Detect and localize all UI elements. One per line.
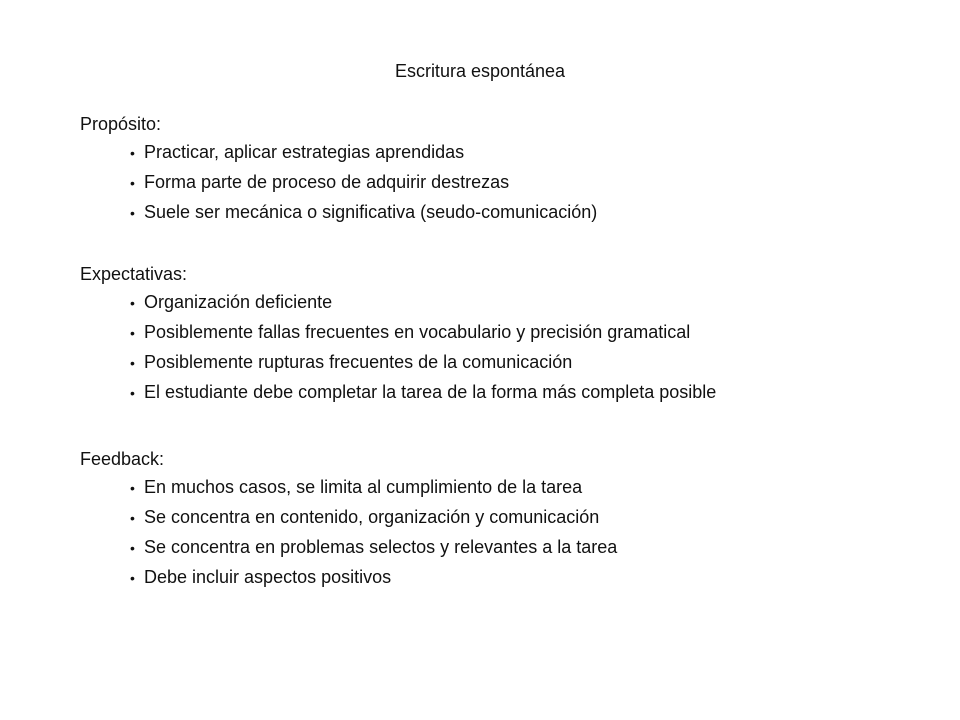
bullet-icon: • (130, 385, 135, 401)
section-feedback (80, 445, 900, 593)
section-heading: Feedback: (80, 449, 165, 469)
bullet-item (130, 348, 900, 378)
bullet-item (130, 198, 900, 228)
bullet-list (80, 138, 900, 228)
bullet-item (130, 473, 900, 503)
bullet-icon: • (130, 355, 135, 371)
bullet-icon: • (130, 570, 135, 586)
bullet-icon: • (130, 205, 135, 221)
bullet-item (130, 288, 900, 318)
bullet-list (80, 473, 900, 593)
section-proposito (80, 110, 900, 228)
bullet-item (130, 378, 900, 408)
bullet-icon: • (130, 510, 135, 526)
bullet-text: En muchos casos, se limita al cumplimiento de la tarea (144, 477, 583, 497)
bullet-text: Se concentra en problemas selectos y relevantes a la tarea (144, 537, 618, 557)
section-expectativas (80, 260, 900, 408)
bullet-text: Suele ser mecánica o significativa (seudo-comunicación) (144, 202, 598, 222)
bullet-icon: • (130, 480, 135, 496)
bullet-icon: • (130, 175, 135, 191)
bullet-item (130, 168, 900, 198)
section-heading: Propósito: (80, 114, 162, 134)
bullet-text: Posiblemente fallas frecuentes en vocabulario y precisión gramatical (144, 322, 691, 342)
slide-title: Escritura espontánea (394, 61, 566, 81)
bullet-icon: • (130, 325, 135, 341)
bullet-icon: • (130, 145, 135, 161)
bullet-text: Se concentra en contenido, organización y comunicación (144, 507, 600, 527)
bullet-text: El estudiante debe completar la tarea de la forma más completa posible (144, 382, 717, 402)
bullet-text: Posiblemente rupturas frecuentes de la comunicación (144, 352, 573, 372)
bullet-text: Forma parte de proceso de adquirir destrezas (144, 172, 510, 192)
bullet-item (130, 138, 900, 168)
bullet-text: Debe incluir aspectos positivos (144, 567, 392, 587)
bullet-item (130, 533, 900, 563)
bullet-list (80, 288, 900, 408)
bullet-text: Organización deficiente (144, 292, 333, 312)
section-heading: Expectativas: (80, 264, 188, 284)
bullet-item (130, 563, 900, 593)
bullet-item (130, 318, 900, 348)
bullet-icon: • (130, 295, 135, 311)
bullet-text: Practicar, aplicar estrategias aprendidas (144, 142, 465, 162)
bullet-item (130, 503, 900, 533)
bullet-icon: • (130, 540, 135, 556)
